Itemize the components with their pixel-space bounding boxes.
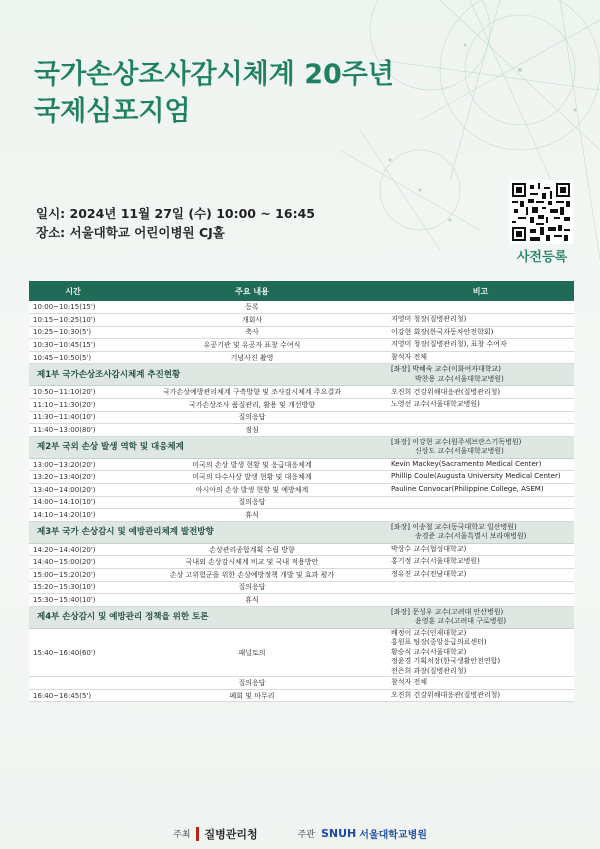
note-cell [387, 386, 574, 399]
time-cell: 14:20~14:40(20') [29, 543, 117, 556]
time-cell: 15:40~16:40(60') [29, 628, 117, 677]
time-cell: 10:00~10:15(15') [29, 301, 117, 314]
content-cell: 점심 [117, 424, 387, 437]
note-cell [387, 689, 574, 702]
table-row [29, 556, 574, 569]
section-row [29, 521, 574, 543]
content-cell: 국내외 손상감시체계 비교 및 국내 적용방안 [117, 556, 387, 569]
table-body [29, 301, 574, 702]
organizer-name: 서울대학교병원 [359, 830, 427, 841]
content-cell: 손상관리종합계획 수립 방향 [117, 543, 387, 556]
table-row [29, 543, 574, 556]
table-row [29, 458, 574, 471]
time-cell: 10:45~10:50(5') [29, 351, 117, 364]
table-row [29, 496, 574, 509]
note-line: 오진희 건강위해대응관(질병관리청) [391, 690, 501, 699]
table-row [29, 314, 574, 327]
note-cell [387, 424, 574, 437]
content-cell: 손상 고위험군을 위한 손상예방정책 개발 및 효과 평가 [117, 569, 387, 582]
note-cell [387, 496, 574, 509]
note-cell [387, 411, 574, 424]
host-name: 질병관리청 [204, 827, 258, 841]
time-cell: 14:00~14:10(10') [29, 496, 117, 509]
note-line: Phillip Coule(Augusta University Medical Center) [391, 472, 561, 481]
program-table [29, 281, 574, 702]
section-row [29, 364, 574, 386]
title-line-2: 국제심포지엄 [34, 96, 191, 127]
note-cell [387, 594, 574, 607]
time-cell: 11:40~13:00(80') [29, 424, 117, 437]
table-row [29, 677, 574, 690]
time-cell: 14:40~15:00(20') [29, 556, 117, 569]
table-row [29, 471, 574, 484]
note-cell [387, 399, 574, 412]
content-cell: 유공기관 및 유공자 표창 수여식 [117, 339, 387, 352]
content-cell: 휴식 [117, 509, 387, 522]
time-cell: 10:50~11:10(20') [29, 386, 117, 399]
section-title: 제4부 손상감시 및 예방관리 정책을 위한 토론 [29, 606, 387, 628]
table-row [29, 339, 574, 352]
content-cell: 질의응답 [117, 677, 387, 690]
table-row [29, 628, 574, 677]
table-row [29, 484, 574, 497]
table-row [29, 509, 574, 522]
note-line: 송경준 교수(서울특별시 보라매병원) [415, 532, 527, 541]
note-line: 박상수 교수(협성대학교) [391, 544, 467, 553]
content-cell: 국가손상예방관리체계 구축방향 및 조사감시체계 주요결과 [117, 386, 387, 399]
note-cell [387, 301, 574, 314]
header-time: 시간 [29, 281, 117, 301]
note-line: 지영미 청장(질병관리청) [391, 315, 467, 324]
content-cell: 패널토의 [117, 628, 387, 677]
note-line: 지영미 청장(질병관리청), 표창 수여자 [391, 340, 507, 349]
note-line: 홍기정 교수(서울대학교병원) [391, 557, 480, 566]
note-line: [좌장] 이송철 교수(동국대학교 일산병원) [391, 522, 517, 531]
note-line: 황승식 교수(서울대학교) [391, 647, 467, 656]
content-cell: 질의응답 [117, 581, 387, 594]
qr-code[interactable] [509, 180, 573, 244]
content-cell: 축사 [117, 326, 387, 339]
host-label: 주최 [173, 830, 191, 840]
content-cell: 폐회 및 마무리 [117, 689, 387, 702]
note-cell [387, 471, 574, 484]
content-cell: 미국의 다수사상 발생 현황 및 대응체계 [117, 471, 387, 484]
snuh-logo: SNUH [321, 827, 357, 840]
note-cell [387, 509, 574, 522]
time-cell: 11:30~11:40(10') [29, 411, 117, 424]
time-cell [29, 677, 117, 690]
note-line: 참석자 전체 [391, 678, 428, 687]
note-line: [좌장] 문성우 교수(고려대 안산병원) [391, 607, 504, 616]
content-cell: 질의응답 [117, 411, 387, 424]
page-title [34, 56, 394, 130]
note-line: [좌장] 이강현 교수(원주세브란스기독병원) [391, 437, 522, 446]
content-cell: 휴식 [117, 594, 387, 607]
content-cell: 아시아의 손상 발생 현황 및 예방체계 [117, 484, 387, 497]
section-row [29, 606, 574, 628]
note-cell [387, 569, 574, 582]
table-row [29, 594, 574, 607]
time-cell: 13:00~13:20(20') [29, 458, 117, 471]
time-cell: 15:20~15:30(10') [29, 581, 117, 594]
note-cell [387, 606, 574, 628]
note-cell [387, 677, 574, 690]
note-line: 박찬용 교수(서울대학교병원) [415, 374, 504, 383]
content-cell: 개회사 [117, 314, 387, 327]
table-row [29, 351, 574, 364]
note-cell [387, 351, 574, 364]
note-cell [387, 326, 574, 339]
note-line: 홍원표 팀장(중앙응급의료센터) [391, 638, 487, 647]
table-row [29, 399, 574, 412]
time-cell: 10:25~10:30(5') [29, 326, 117, 339]
time-cell: 10:15~10:25(10') [29, 314, 117, 327]
note-cell [387, 581, 574, 594]
header-content: 주요 내용 [117, 281, 387, 301]
table-header-row [29, 281, 574, 301]
content-cell: 질의응답 [117, 496, 387, 509]
table-row [29, 326, 574, 339]
time-cell: 10:30~10:45(15') [29, 339, 117, 352]
note-line: 윤영훈 교수(고려대 구로병원) [415, 617, 507, 626]
section-title: 제2부 국외 손상 발생 역학 및 대응체계 [29, 436, 387, 458]
registration-label[interactable]: 사전등록 [516, 250, 568, 265]
note-cell [387, 556, 574, 569]
table-row [29, 689, 574, 702]
time-cell: 16:40~16:45(5') [29, 689, 117, 702]
note-cell [387, 364, 574, 386]
table-row [29, 301, 574, 314]
table-row [29, 581, 574, 594]
section-title: 제1부 국가손상조사감시체계 추진현황 [29, 364, 387, 386]
content-cell: 기념사진 촬영 [117, 351, 387, 364]
note-line: 오진희 건강위해대응관(질병관리청) [391, 387, 501, 396]
header-note: 비고 [387, 281, 574, 301]
event-info [36, 204, 315, 242]
title-line-1: 국가손상조사감시체계 20주년 [34, 59, 394, 90]
time-cell: 14:10~14:20(10') [29, 509, 117, 522]
note-cell [387, 628, 574, 677]
organizer-label: 주관 [297, 830, 315, 840]
note-line: Kevin Mackey(Sacramento Medical Center) [391, 459, 542, 468]
time-cell: 11:10~11:30(20') [29, 399, 117, 412]
table-row [29, 569, 574, 582]
section-title: 제3부 국가 손상감시 및 예방관리체계 발전방향 [29, 521, 387, 543]
table-row [29, 386, 574, 399]
event-place: 장소: 서울대학교 어린이병원 CJ홀 [36, 225, 225, 240]
note-line: 참석자 전체 [391, 352, 428, 361]
time-cell: 15:30~15:40(10') [29, 594, 117, 607]
content-cell: 등록 [117, 301, 387, 314]
event-date: 일시: 2024년 11월 27일 (수) 10:00 ~ 16:45 [36, 206, 315, 221]
note-line: [좌장] 박혜숙 교수(이화여자대학교) [391, 365, 502, 374]
footer [0, 818, 600, 849]
note-line: 배정이 교수(인제대학교) [391, 628, 467, 637]
note-cell [387, 521, 574, 543]
content-cell: 국가손상조사 품질관리, 활용 및 개선방향 [117, 399, 387, 412]
note-cell [387, 314, 574, 327]
time-cell: 13:20~13:40(20') [29, 471, 117, 484]
table-row [29, 411, 574, 424]
note-cell [387, 339, 574, 352]
note-cell [387, 458, 574, 471]
content-cell: 미국의 손상 발생 현황 및 응급대응체계 [117, 458, 387, 471]
note-line: Pauline Convocar(Philippine College, ASEM) [391, 485, 544, 494]
kdca-logo-icon [196, 827, 199, 841]
note-cell [387, 543, 574, 556]
table-row [29, 424, 574, 437]
note-line: 정유진 교수(전남대학교) [391, 570, 467, 579]
note-line: 이강현 회장(한국자동차안전학회) [391, 327, 494, 336]
note-line: 전은희 과장(질병관리청) [391, 666, 467, 675]
note-line: 신상도 교수(서울대학교병원) [415, 447, 504, 456]
note-line: 정윤경 기획처장(한국생활안전연합) [391, 657, 501, 666]
time-cell: 13:40~14:00(20') [29, 484, 117, 497]
note-cell [387, 436, 574, 458]
note-cell [387, 484, 574, 497]
section-row [29, 436, 574, 458]
time-cell: 15:00~15:20(20') [29, 569, 117, 582]
note-line: 노영선 교수(서울대학교병원) [391, 400, 480, 409]
